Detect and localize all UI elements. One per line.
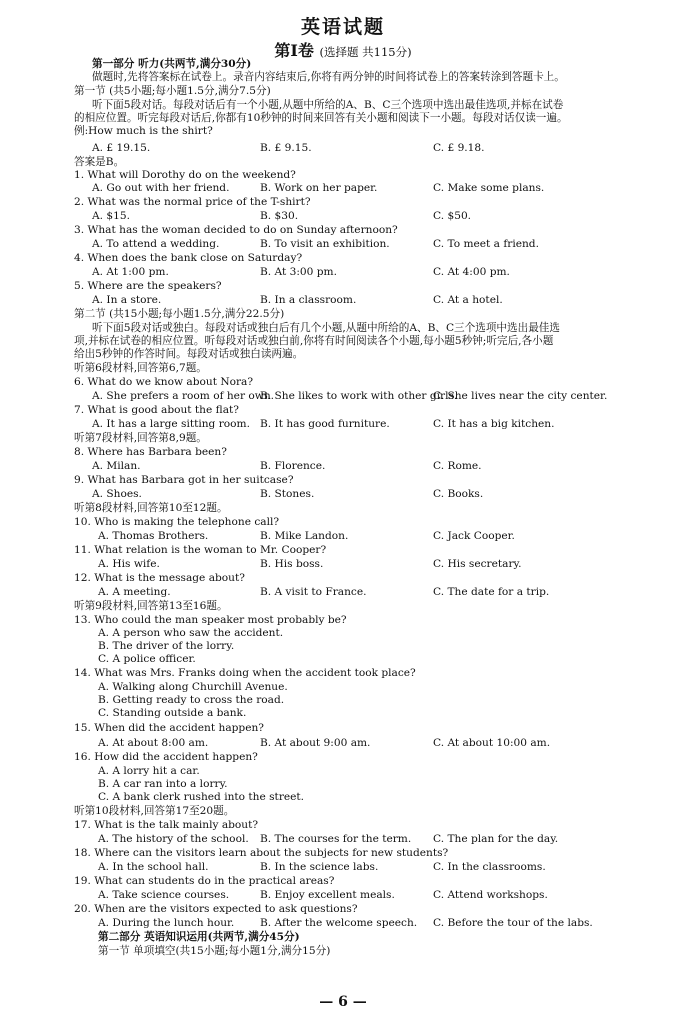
q9-option-b: B. Stones. — [260, 488, 315, 500]
q17-option-a: A. The history of the school. — [98, 833, 249, 845]
q17-option-c: C. The plan for the day. — [433, 833, 559, 845]
q8-option-a: A. Milan. — [92, 460, 141, 472]
section2-instruction-1: 听下面5段对话或独白。每段对话或独白后有几个小题,从题中所给的A、B、C三个选项中选出最佳选 — [92, 322, 560, 334]
q17-option-b: B. The courses for the term. — [260, 833, 412, 845]
q12-option-b: B. A visit to France. — [260, 586, 367, 598]
question-7: 7. What is good about the flat? — [74, 404, 239, 416]
section1-instruction-1: 听下面5段对话。每段对话后有一个小题,从题中所给的A、B、C三个选项中选出最佳选项,并标在试卷 — [92, 99, 564, 111]
q11-option-b: B. His boss. — [260, 558, 324, 570]
example-option-c: C. £ 9.18. — [433, 142, 485, 154]
example-question: 例:How much is the shirt? — [74, 125, 213, 137]
question-1: 1. What will Dorothy do on the weekend? — [74, 169, 296, 181]
q1-option-a: A. Go out with her friend. — [92, 182, 230, 194]
q7-option-a: A. It has a large sitting room. — [92, 418, 250, 430]
q6-option-a: A. She prefers a room of her own. — [92, 390, 275, 402]
q18-option-c: C. In the classrooms. — [433, 861, 546, 873]
q12-option-a: A. A meeting. — [98, 586, 171, 598]
question-2: 2. What was the normal price of the T-shirt? — [74, 196, 311, 208]
q14-option-a: A. Walking along Churchill Avenue. — [98, 681, 288, 693]
q6-option-c: C. She lives near the city center. — [433, 390, 608, 402]
q3-option-b: B. To visit an exhibition. — [260, 238, 390, 250]
section2-instruction-3: 给出5秒钟的作答时间。每段对话或独白读两遍。 — [74, 348, 304, 360]
part1-instruction: 做题时,先将答案标在试卷上。录音内容结束后,你将有两分钟的时间将试卷上的答案转涂到答题卡上。 — [92, 71, 565, 83]
section1-instruction-2: 的相应位置。听完每段对话后,你都有10秒钟的时间来回答有关小题和阅读下一小题。每段对话仅读一遍。 — [74, 112, 568, 124]
q14-option-b: B. Getting ready to cross the road. — [98, 694, 285, 706]
question-18: 18. Where can the visitors learn about the subjects for new students? — [74, 847, 449, 859]
q4-option-a: A. At 1:00 pm. — [92, 266, 169, 278]
q10-option-b: B. Mike Landon. — [260, 530, 349, 542]
question-9: 9. What has Barbara got in her suitcase? — [74, 474, 294, 486]
q20-option-a: A. During the lunch hour. — [98, 917, 235, 929]
q10-option-c: C. Jack Cooper. — [433, 530, 515, 542]
q16-option-c: C. A bank clerk rushed into the street. — [98, 791, 305, 803]
material-8-heading: 听第8段材料,回答第10至12题。 — [74, 502, 228, 514]
question-10: 10. Who is making the telephone call? — [74, 516, 280, 528]
q19-option-b: B. Enjoy excellent meals. — [260, 889, 395, 901]
example-answer: 答案是B。 — [74, 156, 125, 168]
q2-option-a: A. $15. — [92, 210, 130, 222]
q7-option-c: C. It has a big kitchen. — [433, 418, 555, 430]
part2-heading: 第二部分 英语知识运用(共两节,满分45分) — [98, 931, 300, 943]
q10-option-a: A. Thomas Brothers. — [98, 530, 209, 542]
material-7-heading: 听第7段材料,回答第8,9题。 — [74, 432, 207, 444]
q13-option-c: C. A police officer. — [98, 653, 196, 665]
section2-heading: 第二节 (共15小题;每小题1.5分,满分22.5分) — [74, 308, 285, 320]
question-17: 17. What is the talk mainly about? — [74, 819, 259, 831]
q18-option-a: A. In the school hall. — [98, 861, 209, 873]
question-11: 11. What relation is the woman to Mr. Cooper? — [74, 544, 327, 556]
q14-option-c: C. Standing outside a bank. — [98, 707, 247, 719]
q9-option-c: C. Books. — [433, 488, 484, 500]
q6-option-b: B. She likes to work with other girls. — [260, 390, 458, 402]
material-10-heading: 听第10段材料,回答第17至20题。 — [74, 805, 235, 817]
example-option-b: B. £ 9.15. — [260, 142, 312, 154]
q19-option-c: C. Attend workshops. — [433, 889, 548, 901]
q5-option-a: A. In a store. — [92, 294, 162, 306]
question-6: 6. What do we know about Nora? — [74, 376, 254, 388]
question-12: 12. What is the message about? — [74, 572, 245, 584]
q1-option-b: B. Work on her paper. — [260, 182, 378, 194]
question-13: 13. Who could the man speaker most probably be? — [74, 614, 347, 626]
part1-heading: 第一部分 听力(共两节,满分30分) — [92, 58, 252, 70]
q5-option-c: C. At a hotel. — [433, 294, 503, 306]
q4-option-b: B. At 3:00 pm. — [260, 266, 337, 278]
question-19: 19. What can students do in the practical areas? — [74, 875, 335, 887]
q8-option-c: C. Rome. — [433, 460, 482, 472]
q16-option-b: B. A car ran into a lorry. — [98, 778, 228, 790]
q18-option-b: B. In the science labs. — [260, 861, 379, 873]
question-15: 15. When did the accident happen? — [74, 722, 264, 734]
q16-option-a: A. A lorry hit a car. — [98, 765, 200, 777]
question-8: 8. Where has Barbara been? — [74, 446, 227, 458]
question-20: 20. When are the visitors expected to ask questions? — [74, 903, 358, 915]
q8-option-b: B. Florence. — [260, 460, 326, 472]
q12-option-c: C. The date for a trip. — [433, 586, 550, 598]
q15-option-b: B. At about 9:00 am. — [260, 737, 371, 749]
q7-option-b: B. It has good furniture. — [260, 418, 390, 430]
section1-heading: 第一节 (共5小题;每小题1.5分,满分7.5分) — [74, 85, 271, 97]
q15-option-c: C. At about 10:00 am. — [433, 737, 551, 749]
volume-name: 第Ⅰ卷 — [274, 41, 314, 60]
question-4: 4. When does the bank close on Saturday? — [74, 252, 303, 264]
part2-section1-heading: 第一节 单项填空(共15小题;每小题1分,满分15分) — [98, 945, 331, 957]
q3-option-a: A. To attend a wedding. — [92, 238, 220, 250]
q5-option-b: B. In a classroom. — [260, 294, 357, 306]
q13-option-a: A. A person who saw the accident. — [98, 627, 284, 639]
q20-option-c: C. Before the tour of the labs. — [433, 917, 593, 929]
question-16: 16. How did the accident happen? — [74, 751, 258, 763]
section2-instruction-2: 项,并标在试卷的相应位置。听每段对话或独白前,你将有时间阅读各个小题,每小题5秒钟;听完后,各小题 — [74, 335, 554, 347]
question-3: 3. What has the woman decided to do on Sunday afternoon? — [74, 224, 398, 236]
material-6-heading: 听第6段材料,回答第6,7题。 — [74, 362, 207, 374]
q19-option-a: A. Take science courses. — [98, 889, 230, 901]
q20-option-b: B. After the welcome speech. — [260, 917, 418, 929]
q13-option-b: B. The driver of the lorry. — [98, 640, 235, 652]
material-9-heading: 听第9段材料,回答第13至16题。 — [74, 600, 228, 612]
q11-option-a: A. His wife. — [98, 558, 160, 570]
question-5: 5. Where are the speakers? — [74, 280, 222, 292]
q11-option-c: C. His secretary. — [433, 558, 522, 570]
volume-note: (选择题 共115分) — [319, 45, 412, 59]
example-option-a: A. £ 19.15. — [92, 142, 151, 154]
page-number: — 6 — — [319, 994, 367, 1010]
q9-option-a: A. Shoes. — [92, 488, 142, 500]
q1-option-c: C. Make some plans. — [433, 182, 545, 194]
q4-option-c: C. At 4:00 pm. — [433, 266, 510, 278]
q2-option-c: C. $50. — [433, 210, 472, 222]
question-14: 14. What was Mrs. Franks doing when the accident took place? — [74, 667, 416, 679]
q15-option-a: A. At about 8:00 am. — [98, 737, 209, 749]
q2-option-b: B. $30. — [260, 210, 299, 222]
q3-option-c: C. To meet a friend. — [433, 238, 539, 250]
exam-title: 英语试题 — [300, 16, 385, 38]
